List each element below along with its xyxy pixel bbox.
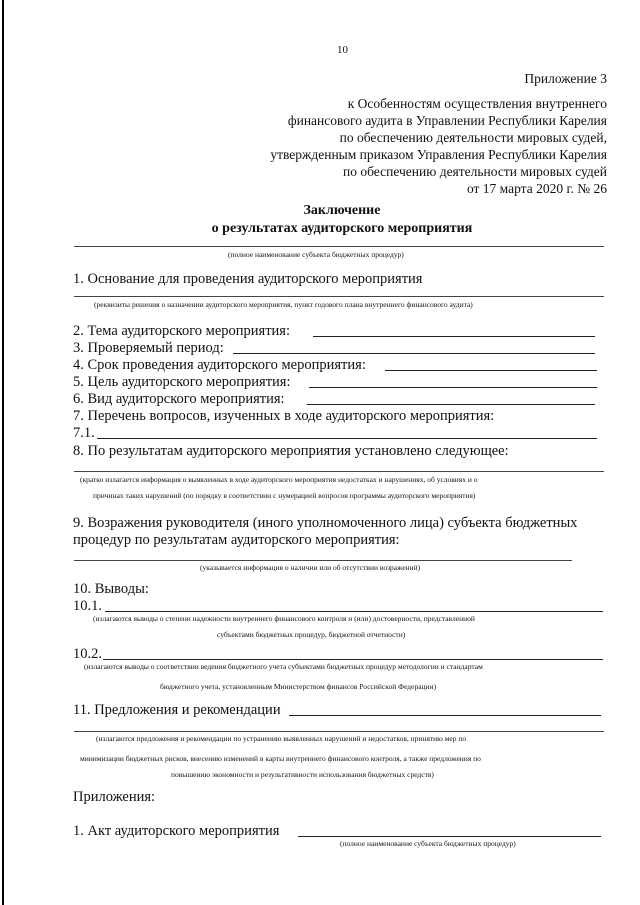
c102-caption-2: бюджетного учета, установленным Министерством финансов Российской Федерации) (160, 682, 437, 691)
document-subtitle: о результатах аудиторского мероприятия (211, 221, 473, 236)
basis-caption: (реквизиты решения о назначении аудиторского мероприятия, пункт годового плана внутреннего финансового аудита) (94, 300, 473, 309)
header-line: финансового аудита в Управлении Республики Карелия (287, 113, 607, 128)
section-2: 2. Тема аудиторского мероприятия: (73, 323, 290, 339)
section-2-line (313, 336, 595, 337)
appendix-label: Приложение 3 (524, 71, 607, 86)
section-7: 7. Перечень вопросов, изученных в ходе аудиторского мероприятия: (73, 408, 495, 424)
header-line: по обеспечению деятельности мировых судей, (339, 130, 607, 145)
section-3-line (233, 353, 595, 354)
section-10-1: 10.1. (73, 598, 102, 614)
subject-name-caption: (полное наименование субъекта бюджетных процедур) (228, 250, 404, 259)
findings-caption-1: (кратко излагается информация о выявленных в ходе аудиторского мероприятия недостатках и нарушениях, об условиях и о (80, 475, 478, 484)
c101-caption-2: субъектами бюджетных процедур, бюджетной отчетности) (217, 630, 406, 639)
section-4: 4. Срок проведения аудиторского мероприятия: (73, 357, 366, 373)
section-11-line (289, 715, 601, 716)
section-5-line (309, 387, 597, 388)
section-10: 10. Выводы: (73, 581, 149, 597)
section-9-line1: 9. Возражения руководителя (иного уполномоченного лица) субъекта бюджетных (73, 515, 578, 531)
section-11: 11. Предложения и рекомендации (73, 702, 281, 718)
section-6-line (307, 404, 595, 405)
section-8: 8. По результатам аудиторского мероприятия установлено следующее: (73, 443, 509, 459)
header-line: от 17 марта 2020 г. № 26 (466, 181, 607, 196)
header-line: по обеспечению деятельности мировых судей (343, 164, 607, 179)
attachment-caption: (полное наименование субъекта бюджетных процедур) (340, 839, 516, 848)
c11-caption-3: повышению экономности и результативности использования бюджетных средств) (171, 770, 434, 779)
c101-caption-1: (излагаются выводы о степени надежности внутреннего финансового контроля и (или) достоверности, представленной (93, 614, 475, 623)
section-10-2: 10.2. (73, 646, 102, 662)
attachments-heading: Приложения: (73, 789, 156, 805)
section-10-1-line (105, 611, 603, 612)
findings-caption-2: причинах таких нарушений (по порядку в соответствии с нумерацией вопросов программы аудиторского мероприятия) (93, 491, 476, 500)
objections-line (74, 560, 572, 561)
objections-caption: (указывается информация о наличии или об отсутствии возражений) (200, 563, 421, 572)
c102-caption-1: (излагаются выводы о соответствии ведения бюджетного учета субъектами бюджетных процедур методологии и стандартам (84, 662, 483, 671)
basis-line (74, 296, 604, 297)
page-number: 10 (337, 44, 348, 56)
recommendations-line (74, 731, 604, 732)
attachment-1: 1. Акт аудиторского мероприятия (73, 823, 280, 839)
header-line: к Особенностям осуществления внутреннего (347, 96, 607, 111)
section-10-2-line (103, 659, 603, 660)
section-7-1: 7.1. (73, 425, 95, 441)
scan-edge-line (2, 0, 4, 905)
c11-caption-2: минимизации бюджетных рисков, внесению изменений в карты внутреннего финансового контроля, а также предложения по (80, 754, 481, 763)
c11-caption-1: (излагаются предложения и рекомендации по устранению выявленных нарушений и недостатков, принятию мер по (96, 734, 467, 743)
document-title: Заключение (303, 203, 381, 218)
section-3: 3. Проверяемый период: (73, 340, 224, 356)
section-6: 6. Вид аудиторского мероприятия: (73, 391, 285, 407)
section-5: 5. Цель аудиторского мероприятия: (73, 374, 291, 390)
findings-line (74, 471, 604, 472)
section-1: 1. Основание для проведения аудиторского мероприятия (73, 271, 423, 287)
attachment-1-line (298, 836, 601, 837)
section-7-1-line (97, 438, 597, 439)
subject-name-line (74, 246, 604, 247)
section-9-line2: процедур по результатам аудиторского мероприятия: (73, 532, 400, 548)
header-line: утвержденным приказом Управления Республики Карелия (270, 147, 607, 162)
section-4-line (385, 370, 597, 371)
